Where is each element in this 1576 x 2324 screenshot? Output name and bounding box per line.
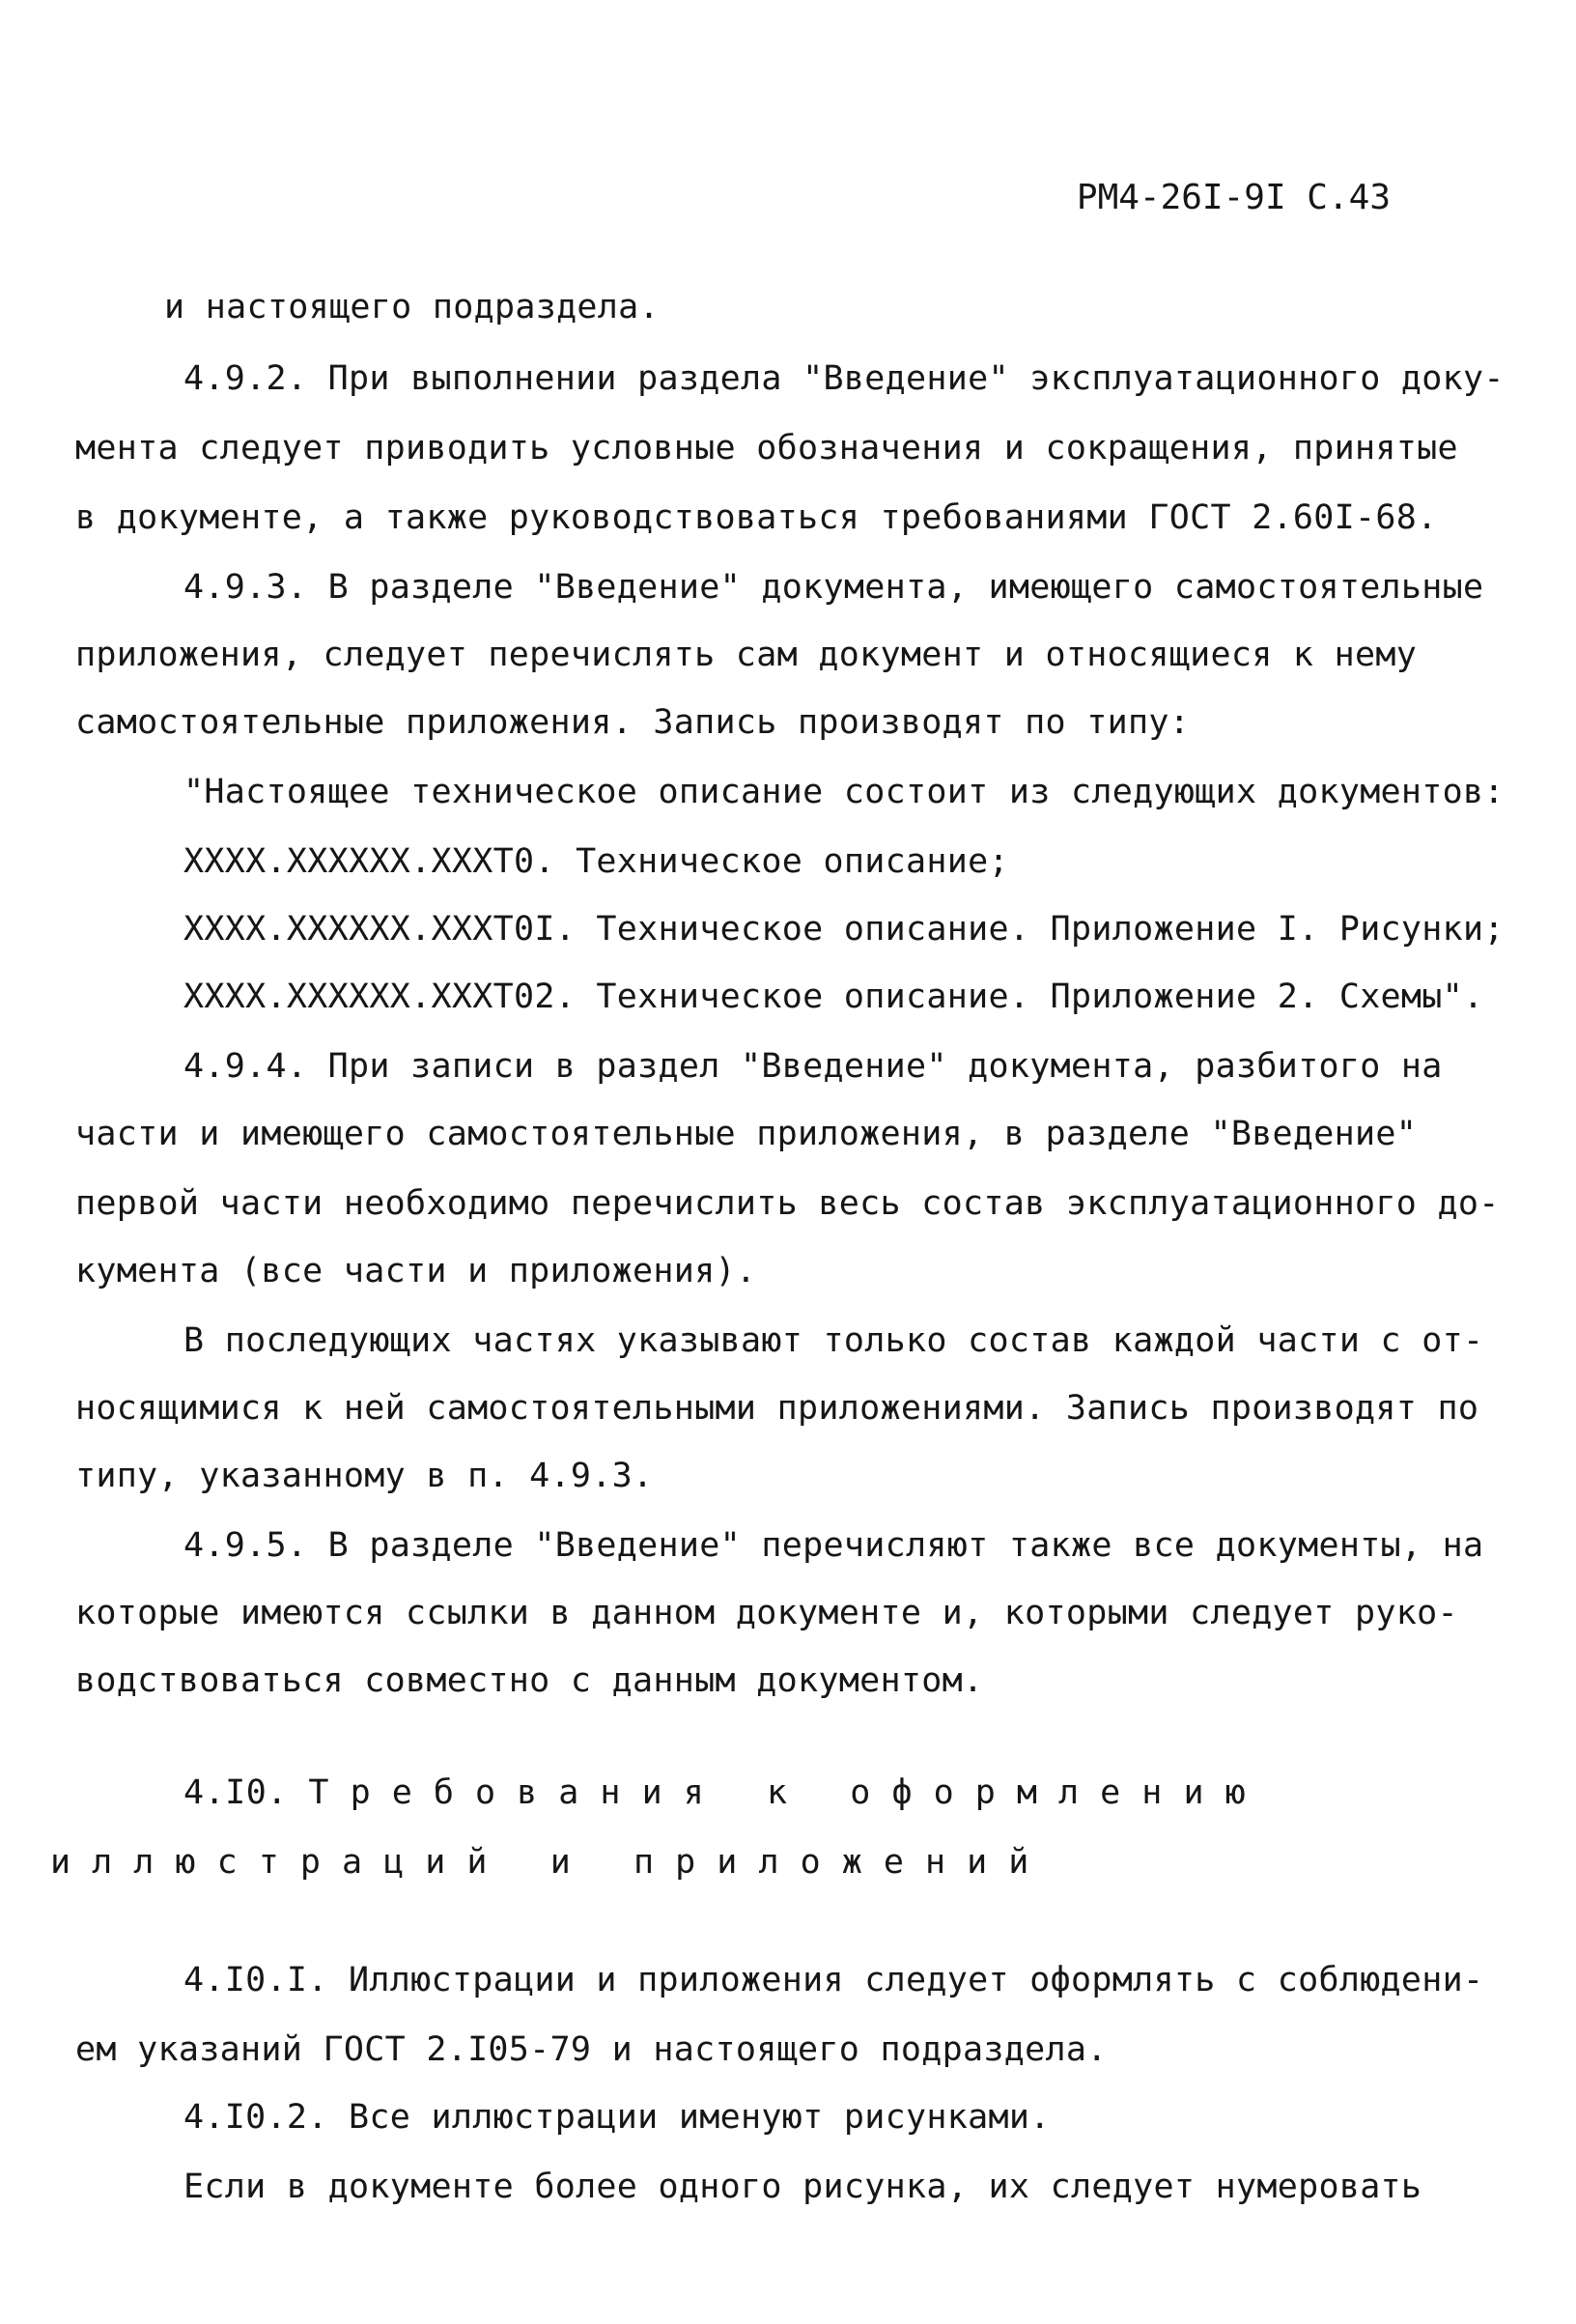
text-line: 4.I0.I. Иллюстрации и приложения следует оформлять с соблюдени- (183, 1961, 1484, 1999)
text-line: и настоящего подраздела. (164, 288, 660, 326)
text-line: части и имеющего самостоятельные приложения, в разделе "Введение" (75, 1115, 1418, 1153)
text-line: XXXX.XXXXXX.XXXT0. Техническое описание; (183, 842, 1009, 881)
text-line: самостоятельные приложения. Запись производят по типу: (75, 703, 1191, 742)
text-line: носящимися к ней самостоятельными приложениями. Запись производят по (75, 1389, 1479, 1428)
text-line: Если в документе более одного рисунка, их следует нумеровать (183, 2168, 1422, 2206)
page-header: РМ4-26I-9I С.43 (1076, 178, 1391, 217)
text-line: "Настоящее техническое описание состоит из следующих документов: (183, 773, 1505, 811)
text-line: XXXX.XXXXXX.XXXT0I. Техническое описание. Приложение I. Рисунки; (183, 910, 1505, 949)
text-line: приложения, следует перечислять сам документ и относящиеся к нему (75, 636, 1418, 674)
text-line: которые имеются ссылки в данном документе и, которыми следует руко- (75, 1594, 1458, 1632)
text-line: 4.9.5. В разделе "Введение" перечисляют также все документы, на (183, 1526, 1484, 1565)
text-line: XXXX.XXXXXX.XXXT02. Техническое описание. Приложение 2. Схемы". (183, 978, 1484, 1016)
text-line: В последующих частях указывают только состав каждой части с от- (183, 1321, 1484, 1360)
text-line: 4.I0.2. Все иллюстрации именуют рисунками. (183, 2098, 1051, 2137)
text-line: типу, указанному в п. 4.9.3. (75, 1457, 654, 1495)
text-line: 4.9.3. В разделе "Введение" документа, имеющего самостоятельные (183, 568, 1484, 607)
text-line: кумента (все части и приложения). (75, 1252, 757, 1290)
section-heading-line1: 4.I0. Т р е б о в а н и я к о ф о р м л е н и ю (183, 1773, 1247, 1812)
text-line: 4.9.4. При записи в раздел "Введение" документа, разбитого на (183, 1047, 1443, 1086)
section-heading-line2: и л л ю с т р а ц и й и п р и л о ж е н и й (50, 1843, 1029, 1882)
text-line: ем указаний ГОСТ 2.I05-79 и настоящего подраздела. (75, 2030, 1108, 2069)
text-line: в документе, а также руководствоваться требованиями ГОСТ 2.60I-68. (75, 498, 1438, 537)
text-line: 4.9.2. При выполнении раздела "Введение" эксплуатационного доку- (183, 359, 1505, 398)
text-line: водствоваться совместно с данным документом. (75, 1661, 984, 1700)
text-line: первой части необходимо перечислить весь состав эксплуатационного до- (75, 1184, 1500, 1223)
text-line: мента следует приводить условные обозначения и сокращения, принятые (75, 429, 1458, 468)
